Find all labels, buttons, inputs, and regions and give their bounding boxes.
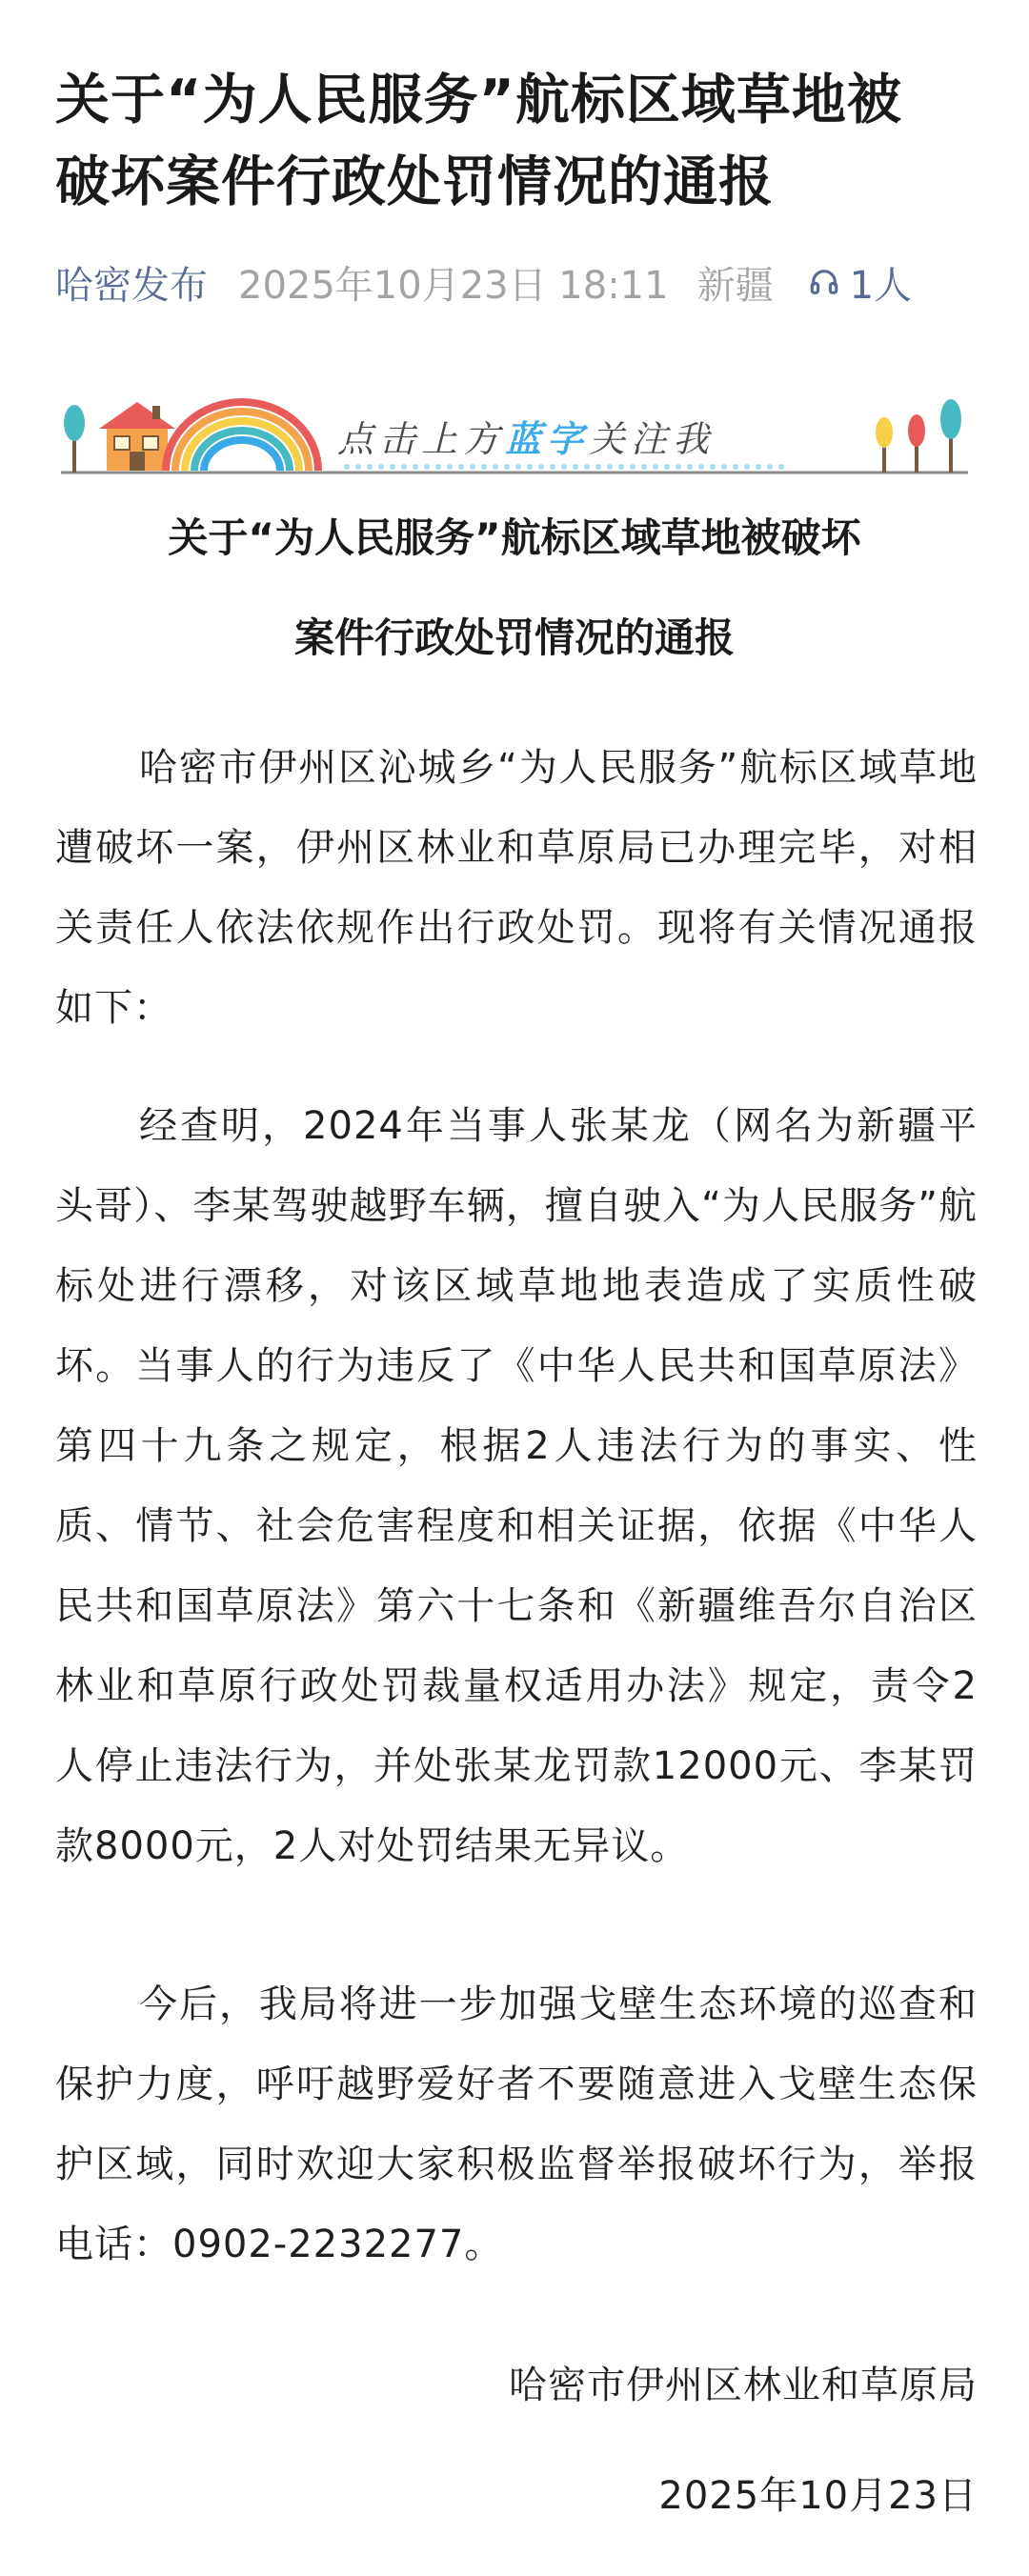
publish-time: 2025年10月23日 18:11 xyxy=(238,263,669,308)
listen-button[interactable] xyxy=(808,255,912,310)
follow-prompt-before: 点击上方 xyxy=(337,418,506,460)
article-title xyxy=(55,59,974,223)
body-subtitle-line1: 关于“为人民服务”航标区域草地被破坏 xyxy=(168,514,861,561)
rainbow-icon xyxy=(166,402,318,471)
listen-count: 1人 xyxy=(849,263,913,308)
follow-banner xyxy=(61,381,968,486)
body-paragraph: 哈密市伊州区沁城乡“为人民服务”航标区域草地遭破坏一案，伊州区林业和草原局已办理完毕，对相关责任人依法依规作出行政处罚。现将有关情况通报如下： xyxy=(55,746,978,1030)
signature-organization: 哈密市伊州区林业和草原局 xyxy=(509,2364,978,2407)
body-paragraph: 今后，我局将进一步加强戈壁生态环境的巡查和保护力度，呼吁越野爱好者不要随意进入戈壁生态保护区域，同时欢迎大家积极监督举报破坏行为，举报电话：0902-2232277。 xyxy=(55,1982,978,2266)
tree-icon xyxy=(940,399,961,473)
account-name-link[interactable]: 哈密发布 xyxy=(55,263,208,308)
tree-icon xyxy=(908,414,925,473)
follow-prompt xyxy=(337,410,715,462)
banner-dots xyxy=(344,464,784,470)
follow-prompt-after: 关注我 xyxy=(589,418,716,460)
article-title-line2: 破坏案件行政处罚情况的通报 xyxy=(55,151,774,213)
follow-prompt-highlight: 蓝字 xyxy=(505,418,590,460)
article-title-line1: 关于“为人民服务”航标区域草地被 xyxy=(55,69,902,131)
publish-region: 新疆 xyxy=(696,263,774,308)
signature-date: 2025年10月23日 xyxy=(658,2474,978,2518)
body-paragraph: 经查明，2024年当事人张某龙（网名为新疆平头哥）、李某驾驶越野车辆，擅自驶入“为人民服务”航标处进行漂移，对该区域草地地表造成了实质性破坏。当事人的行为违反了《中华人民共和国草原法》第四十九条之规定，根据2人违法行为的事实、性质、情节、社会危害程度和相关证据，依据《中华人民共和国草原法》第六十七条和《新疆维吾尔自治区林业和草原行政处罚裁量权适用办法》规定，责令2人停止违法行为，并处张某龙罚款12000元、李某罚款8000元，2人对处罚结果无异议。 xyxy=(55,1104,978,1868)
tree-icon xyxy=(64,405,85,473)
headphones-icon xyxy=(808,266,840,298)
article-meta xyxy=(55,255,912,309)
tree-icon xyxy=(876,417,893,473)
body-subtitle-line2: 案件行政处罚情况的通报 xyxy=(293,614,735,661)
